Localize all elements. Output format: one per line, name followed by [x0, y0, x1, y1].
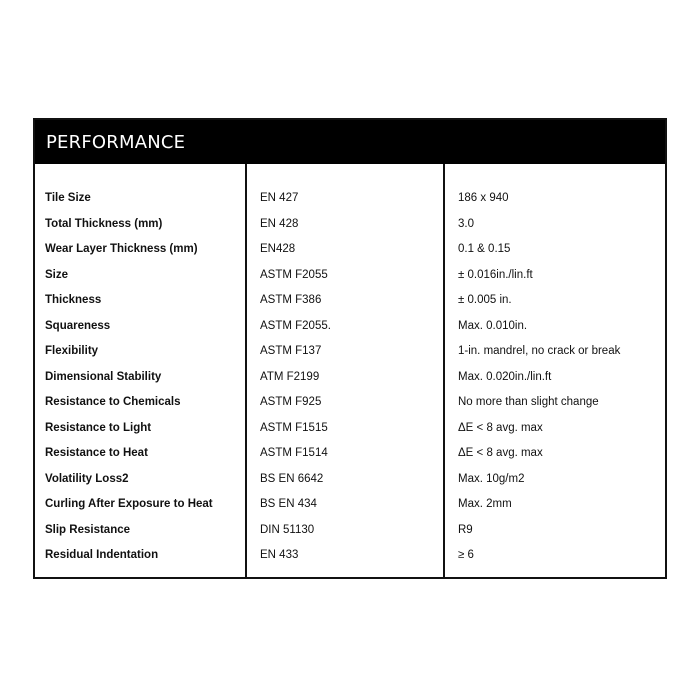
property-cell: Wear Layer Thickness (mm): [45, 243, 198, 255]
standard-cell: EN428: [260, 243, 296, 255]
property-cell: Curling After Exposure to Heat: [45, 498, 213, 510]
table-row: [35, 543, 665, 569]
table-row: [35, 441, 665, 467]
value-cell: 1-in. mandrel, no crack or break: [458, 345, 621, 357]
property-cell: Resistance to Light: [45, 421, 152, 434]
property-cell: Volatility Loss2: [45, 472, 129, 485]
table-body: [35, 186, 665, 569]
standard-cell: ASTM F1515: [260, 421, 328, 434]
standard-cell: ASTM F386: [260, 294, 322, 306]
value-cell: Max. 10g/m2: [458, 472, 525, 485]
performance-table: [33, 118, 667, 579]
standard-cell: EN 428: [260, 217, 299, 230]
standard-cell: ASTM F925: [260, 396, 322, 408]
value-cell: No more than slight change: [458, 396, 599, 408]
table-row: [35, 263, 665, 289]
standard-cell: ASTM F1514: [260, 447, 328, 459]
property-cell: Resistance to Heat: [45, 447, 148, 459]
table-row: [35, 237, 665, 263]
value-cell: 0.1 & 0.15: [458, 243, 511, 255]
property-cell: Flexibility: [45, 345, 99, 357]
property-cell: Residual Indentation: [45, 549, 159, 561]
standard-cell: ASTM F137: [260, 345, 322, 357]
table-row: [35, 467, 665, 493]
standard-cell: DIN 51130: [260, 523, 315, 536]
value-cell: ± 0.016in./lin.ft: [458, 268, 533, 281]
table-row: [35, 186, 665, 212]
standard-cell: BS EN 434: [260, 498, 317, 510]
value-cell: 3.0: [458, 217, 474, 230]
table-title: PERFORMANCE: [46, 131, 186, 153]
standard-cell: ATM F2199: [260, 370, 320, 383]
value-cell: Max. 0.010in.: [458, 319, 528, 332]
property-cell: Size: [45, 268, 69, 281]
property-cell: Resistance to Chemicals: [45, 396, 181, 408]
value-cell: ± 0.005 in.: [458, 294, 512, 306]
value-cell: ≥ 6: [458, 549, 474, 561]
value-cell: 186 x 940: [458, 192, 509, 204]
value-cell: R9: [458, 523, 473, 536]
property-cell: Total Thickness (mm): [45, 217, 163, 230]
property-cell: Thickness: [45, 294, 102, 306]
standard-cell: EN 433: [260, 549, 299, 561]
table-row: [35, 518, 665, 544]
table-row: [35, 492, 665, 518]
table-row: [35, 288, 665, 314]
value-cell: ΔE < 8 avg. max: [458, 447, 543, 459]
property-cell: Slip Resistance: [45, 523, 131, 536]
table-row: [35, 339, 665, 365]
value-cell: Max. 0.020in./lin.ft: [458, 370, 552, 383]
table-row: [35, 390, 665, 416]
value-cell: ΔE < 8 avg. max: [458, 421, 543, 434]
value-cell: Max. 2mm: [458, 498, 512, 510]
standard-cell: BS EN 6642: [260, 472, 324, 485]
standard-cell: ASTM F2055: [260, 268, 328, 281]
table-row: [35, 416, 665, 442]
table-row: [35, 365, 665, 391]
table-header: [35, 120, 665, 164]
table-row: [35, 314, 665, 340]
standard-cell: EN 427: [260, 192, 299, 204]
property-cell: Dimensional Stability: [45, 370, 162, 383]
property-cell: Squareness: [45, 319, 111, 332]
property-cell: Tile Size: [45, 192, 91, 204]
standard-cell: ASTM F2055.: [260, 319, 331, 332]
table-row: [35, 212, 665, 238]
